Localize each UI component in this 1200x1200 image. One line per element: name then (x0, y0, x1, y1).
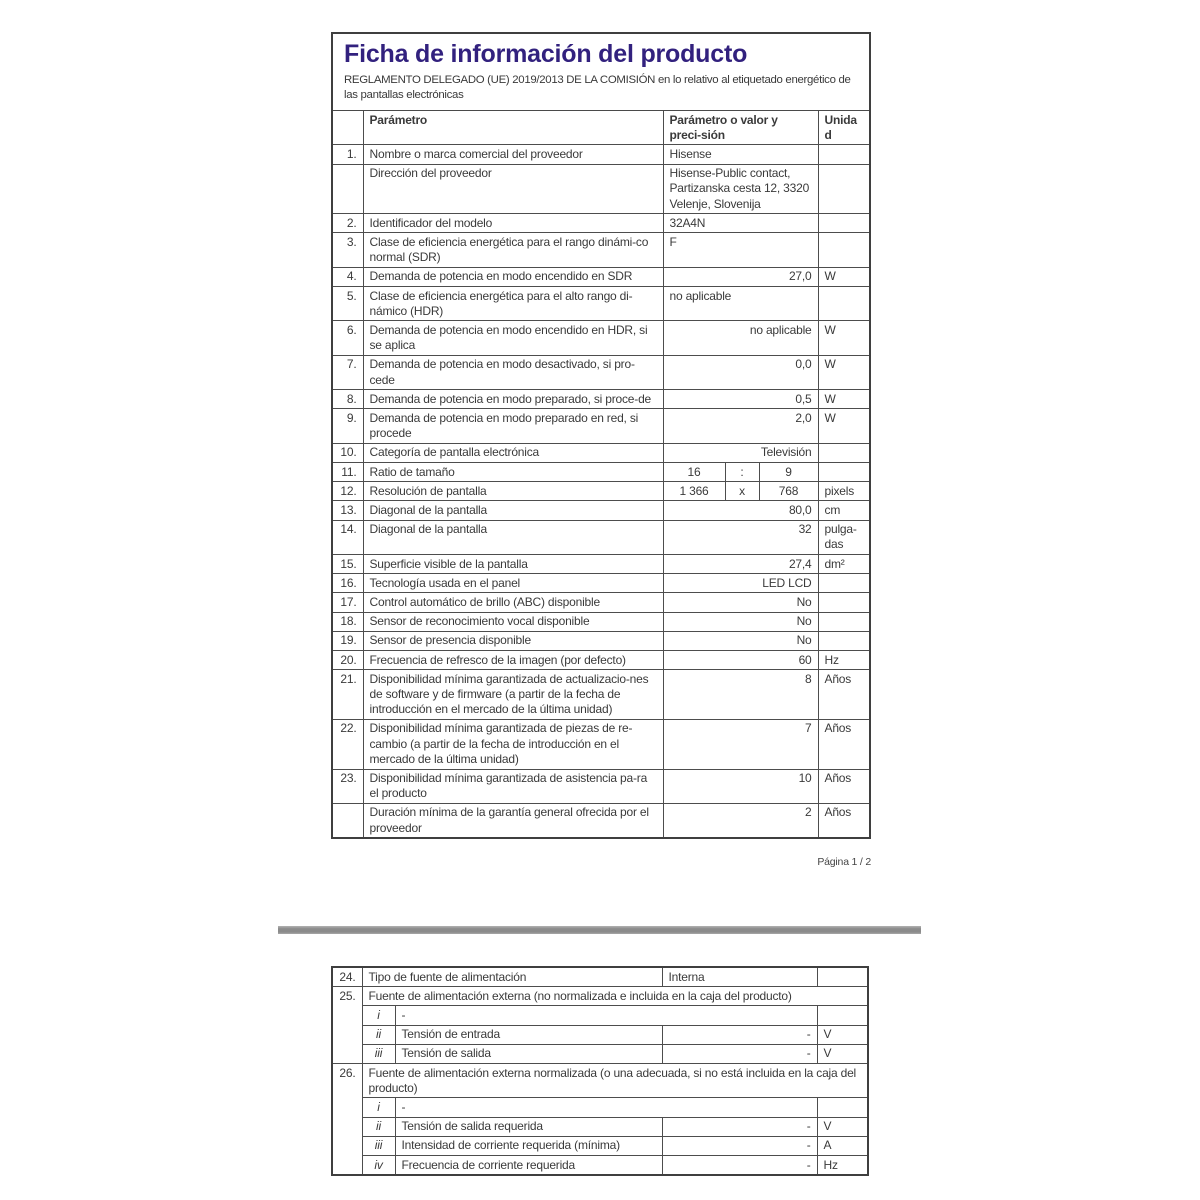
row-number: 26. (332, 1064, 362, 1176)
sub-row-index: ii (362, 1025, 395, 1044)
param-label: Demanda de potencia en modo preparado en red, si procede (363, 409, 663, 443)
sub-row-index: i (362, 1098, 395, 1117)
row-number: 23. (333, 769, 363, 803)
table-row (333, 631, 869, 650)
param-label: Diagonal de la pantalla (363, 520, 663, 554)
regulation-subtitle: REGLAMENTO DELEGADO (UE) 2019/2013 DE LA COMISIÓN en lo relativo al etiquetado energético de las pantallas electrónicas (344, 74, 851, 101)
param-value: LED LCD (663, 574, 818, 593)
column-header-unit: Unidad (818, 111, 869, 145)
table-row (333, 520, 869, 554)
table-row (333, 233, 869, 267)
param-value: Interna (662, 967, 817, 987)
unit-cell: Años (818, 769, 869, 803)
param-value: 7 (663, 719, 818, 769)
param-value: Hisense (663, 145, 818, 164)
param-value: 80,0 (663, 501, 818, 520)
row-number: 9. (333, 409, 363, 443)
row-number: 17. (333, 593, 363, 612)
param-label: Demanda de potencia en modo preparado, si proce-de (363, 390, 663, 409)
table-row (333, 574, 869, 593)
unit-cell: pixels (818, 482, 869, 501)
row-number: 18. (333, 612, 363, 631)
param-label: Intensidad de corriente requerida (mínima) (395, 1136, 662, 1155)
table-row (333, 321, 869, 355)
param-value: No (663, 593, 818, 612)
row-number: 19. (333, 631, 363, 650)
page-divider-bar (278, 926, 921, 934)
param-value: - (662, 1025, 817, 1044)
table-row (333, 670, 869, 720)
sub-row (332, 1025, 868, 1044)
ratio-part: 16 (663, 463, 725, 482)
unit-cell: W (818, 390, 869, 409)
product-parameters-table (333, 111, 869, 837)
sub-row-index: iii (362, 1044, 395, 1063)
row-number: 4. (333, 267, 363, 286)
sub-row-index: ii (362, 1117, 395, 1136)
table-row (333, 164, 869, 214)
section-label: Fuente de alimentación externa (no normalizada e incluida en la caja del producto) (362, 987, 868, 1006)
sub-row (332, 1156, 868, 1176)
param-value: No (663, 631, 818, 650)
product-fiche-page-1 (331, 32, 871, 839)
param-label: - (395, 1006, 817, 1025)
param-value: 2 (663, 803, 818, 837)
sub-row (332, 1117, 868, 1136)
row-number: 14. (333, 520, 363, 554)
param-value: Televisión (663, 443, 818, 462)
unit-cell (818, 287, 869, 321)
sub-row-index: iii (362, 1136, 395, 1155)
param-label: Tensión de salida (395, 1044, 662, 1063)
param-label: Duración mínima de la garantía general ofrecida por el proveedor (363, 803, 663, 837)
table-row (333, 463, 869, 482)
param-value: No (663, 612, 818, 631)
param-value: no aplicable (663, 287, 818, 321)
table-row (333, 803, 869, 837)
table-row (333, 390, 869, 409)
param-value: - (662, 1156, 817, 1176)
table-row (333, 287, 869, 321)
unit-cell (817, 1098, 868, 1117)
table-row (333, 145, 869, 164)
row-number: 10. (333, 443, 363, 462)
param-label: Tensión de entrada (395, 1025, 662, 1044)
unit-cell (817, 967, 868, 987)
unit-cell: Hz (818, 651, 869, 670)
table-row (333, 355, 869, 389)
row-number: 6. (333, 321, 363, 355)
unit-cell: cm (818, 501, 869, 520)
sub-row (332, 1136, 868, 1155)
param-label: Frecuencia de refresco de la imagen (por defecto) (363, 651, 663, 670)
unit-cell: Años (818, 719, 869, 769)
section-row (332, 987, 868, 1006)
param-value: 27,4 (663, 555, 818, 574)
column-header-param: Parámetro (363, 111, 663, 145)
sub-row (332, 1044, 868, 1063)
unit-cell (818, 574, 869, 593)
unit-cell: dm² (818, 555, 869, 574)
param-label: Identificador del modelo (363, 214, 663, 233)
unit-cell (818, 631, 869, 650)
param-value: 32 (663, 520, 818, 554)
param-label: Sensor de presencia disponible (363, 631, 663, 650)
unit-cell (818, 214, 869, 233)
param-label: Dirección del proveedor (363, 164, 663, 214)
param-label: Nombre o marca comercial del proveedor (363, 145, 663, 164)
param-value: - (662, 1044, 817, 1063)
param-label: Categoría de pantalla electrónica (363, 443, 663, 462)
table-row (333, 593, 869, 612)
product-fiche-page-2 (331, 966, 869, 1176)
column-header-value: Parámetro o valor y preci-sión (663, 111, 818, 145)
param-value: 0,0 (663, 355, 818, 389)
sub-row (332, 1098, 868, 1117)
param-value: 2,0 (663, 409, 818, 443)
param-value: 27,0 (663, 267, 818, 286)
row-number: 22. (333, 719, 363, 769)
unit-cell (818, 443, 869, 462)
param-value: 0,5 (663, 390, 818, 409)
resolution-part: 1 366 (663, 482, 725, 501)
table-row (333, 267, 869, 286)
param-label: Demanda de potencia en modo encendido en SDR (363, 267, 663, 286)
unit-cell (817, 1006, 868, 1025)
param-label: Tecnología usada en el panel (363, 574, 663, 593)
table-row (333, 555, 869, 574)
table-row (333, 612, 869, 631)
param-label: Resolución de pantalla (363, 482, 663, 501)
param-label: - (395, 1098, 817, 1117)
unit-cell: V (817, 1044, 868, 1063)
row-number (333, 164, 363, 214)
row-number: 12. (333, 482, 363, 501)
row-number: 7. (333, 355, 363, 389)
ratio-part: 9 (759, 463, 818, 482)
row-number: 16. (333, 574, 363, 593)
unit-cell: Años (818, 670, 869, 720)
table-row (333, 769, 869, 803)
unit-cell (818, 145, 869, 164)
sub-row-index: iv (362, 1156, 395, 1176)
unit-cell: Hz (817, 1156, 868, 1176)
param-label: Disponibilidad mínima garantizada de actualizacio-nes de software y de firmware (a partir de la fecha de introducción en el mercado de la última unidad) (363, 670, 663, 720)
unit-cell (818, 463, 869, 482)
title-block (333, 34, 869, 111)
section-label: Fuente de alimentación externa normalizada (o una adecuada, si no está incluida en la caja del producto) (362, 1064, 868, 1098)
param-value: F (663, 233, 818, 267)
unit-cell: Años (818, 803, 869, 837)
unit-cell: W (818, 321, 869, 355)
power-supply-table (331, 966, 869, 1176)
row-number: 20. (333, 651, 363, 670)
unit-cell (818, 593, 869, 612)
table-row (333, 501, 869, 520)
sub-row-index: i (362, 1006, 395, 1025)
row-number: 8. (333, 390, 363, 409)
param-label: Clase de eficiencia energética para el rango dinámi-co normal (SDR) (363, 233, 663, 267)
unit-cell (818, 612, 869, 631)
param-label: Demanda de potencia en modo encendido en HDR, si se aplica (363, 321, 663, 355)
param-value: no aplicable (663, 321, 818, 355)
param-value: Hisense-Public contact, Partizanska cesta 12, 3320 Velenje, Slovenija (663, 164, 818, 214)
row-number: 11. (333, 463, 363, 482)
param-label: Superficie visible de la pantalla (363, 555, 663, 574)
table-header-row (333, 111, 869, 145)
param-value: - (662, 1136, 817, 1155)
unit-cell: V (817, 1025, 868, 1044)
page-title: Ficha de información del producto (344, 40, 748, 68)
unit-cell: W (818, 355, 869, 389)
table-row (332, 967, 868, 987)
resolution-separator: x (725, 482, 759, 501)
page-number: Página 1 / 2 (817, 856, 871, 868)
unit-cell: pulga-das (818, 520, 869, 554)
row-number (333, 111, 363, 145)
resolution-part: 768 (759, 482, 818, 501)
table-row (333, 409, 869, 443)
param-label: Tipo de fuente de alimentación (362, 967, 662, 987)
sub-row (332, 1006, 868, 1025)
row-number: 13. (333, 501, 363, 520)
unit-cell: W (818, 267, 869, 286)
row-number: 2. (333, 214, 363, 233)
unit-cell (818, 164, 869, 214)
table-row (333, 482, 869, 501)
param-label: Clase de eficiencia energética para el alto rango di-námico (HDR) (363, 287, 663, 321)
param-label: Demanda de potencia en modo desactivado, si pro-cede (363, 355, 663, 389)
param-label: Ratio de tamaño (363, 463, 663, 482)
row-number: 21. (333, 670, 363, 720)
ratio-separator: : (725, 463, 759, 482)
table-row (333, 214, 869, 233)
row-number: 1. (333, 145, 363, 164)
param-label: Diagonal de la pantalla (363, 501, 663, 520)
param-label: Frecuencia de corriente requerida (395, 1156, 662, 1176)
row-number: 25. (332, 987, 362, 1064)
unit-cell (818, 233, 869, 267)
param-value: 8 (663, 670, 818, 720)
param-value: 10 (663, 769, 818, 803)
unit-cell: A (817, 1136, 868, 1155)
table-row (333, 443, 869, 462)
unit-cell: W (818, 409, 869, 443)
param-label: Disponibilidad mínima garantizada de asistencia pa-ra el producto (363, 769, 663, 803)
row-number: 24. (332, 967, 362, 987)
param-value: 32A4N (663, 214, 818, 233)
table-row (333, 719, 869, 769)
param-label: Sensor de reconocimiento vocal disponible (363, 612, 663, 631)
param-label: Control automático de brillo (ABC) disponible (363, 593, 663, 612)
unit-cell: V (817, 1117, 868, 1136)
param-label: Disponibilidad mínima garantizada de piezas de re-cambio (a partir de la fecha de introducción en el mercado de la última unidad) (363, 719, 663, 769)
row-number (333, 803, 363, 837)
param-value: - (662, 1117, 817, 1136)
row-number: 3. (333, 233, 363, 267)
table-row (333, 651, 869, 670)
row-number: 5. (333, 287, 363, 321)
param-label: Tensión de salida requerida (395, 1117, 662, 1136)
section-row (332, 1064, 868, 1098)
param-value: 60 (663, 651, 818, 670)
row-number: 15. (333, 555, 363, 574)
